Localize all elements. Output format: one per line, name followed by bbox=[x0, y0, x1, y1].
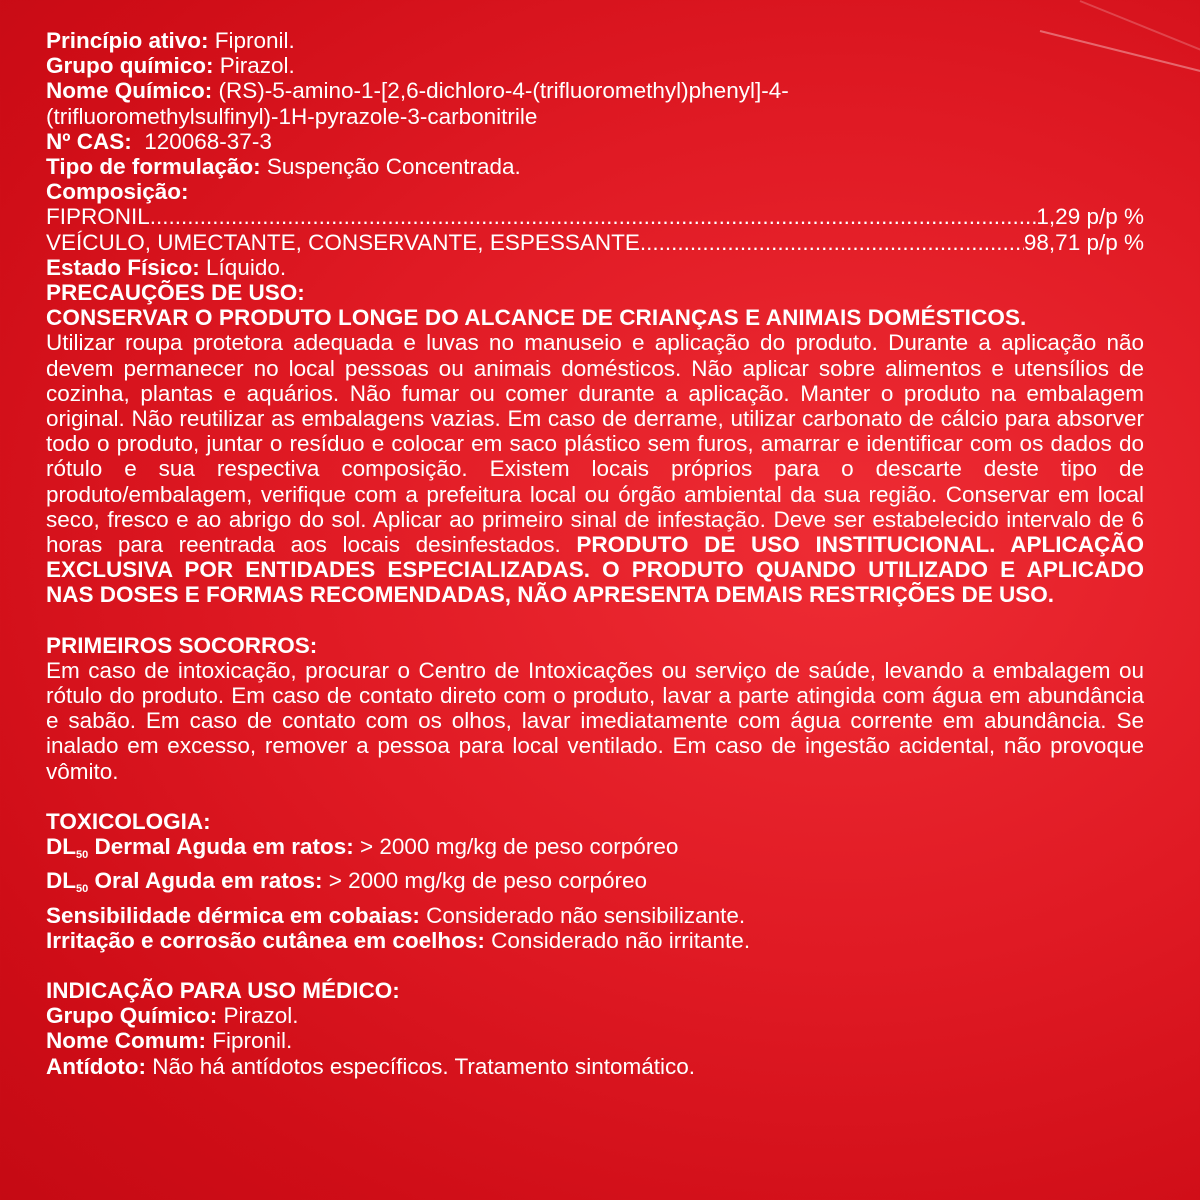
precaucoes-title: PRECAUÇÕES DE USO: bbox=[46, 280, 305, 306]
composicao-heading: Composição: bbox=[46, 179, 189, 205]
medico-grupo-line: Grupo Químico: Pirazol. bbox=[46, 1003, 299, 1029]
dl50-oral-line: $DL_{50}$ Oral Aguda em ratos: > 2000 mg/kg de peso corpóreo bbox=[46, 868, 648, 896]
antidoto-line: Antídoto: Não há antídotos específicos. Tratamento sintomático. bbox=[46, 1053, 696, 1079]
principio-ativo-line: Princípio ativo: Fipronil. bbox=[46, 28, 295, 53]
sensibilidade-line: Sensibilidade dérmica em cobaias: Considerado não sensibilizante. bbox=[46, 902, 746, 928]
precaucoes-text: Utilizar roupa protetora adequada e luvas no manuseio e aplicação do produto. Durante a aplicação não devem permanecer no local pessoas ou animais domésticos. Não aplicar sobre alimentos e utensílios de cozinha, plantas e aquários. Não fumar ou comer durante a aplicação. Manter o produto na embalagem original. Não reutilizar as embalagens vazias. Em caso de derrame, utilizar carbonato de cálcio para absorver todo o produto, juntar o resíduo e colocar em saco plástico sem furos, amarrar e identificar com os dados do rótulo e sua respectiva composição. Existem locais próprios para o descarte deste tipo de produto/embalagem, verifique com a prefeitura local ou órgão ambiental da sua região. Conservar em local seco, fresco e ao abrigo do sol. Aplicar ao primeiro sinal de infestação. Deve ser estabelecido intervalo de 6 horas para reentrada aos locais desinfestados. PRODUTO DE USO INSTITUCIONAL. APLICAÇÃO EXCLUSIVA POR ENTIDADES ESPECIALIZADAS. O PRODUTO QUANDO UTILIZADO E APLICADO NAS DOSES E FORMAS RECOMENDADAS, NÃO APRESENTA DEMAIS RESTRIÇÕES DE USO. bbox=[46, 330, 1144, 608]
medico-nome-line: Nome Comum: Fipronil. bbox=[46, 1028, 293, 1054]
composicao-row: VEÍCULO, UMECTANTE, CONSERVANTE, ESPESSANTE ..... 98,71 p/p % bbox=[46, 230, 1144, 255]
composicao-row: FIPRONIL ..... 1,29 p/p % bbox=[46, 204, 1144, 229]
toxicologia-title: TOXICOLOGIA: bbox=[46, 808, 211, 834]
nome-quimico-continuation: (trifluoromethylsulfinyl)-1H-pyrazole-3-carbonitrile bbox=[46, 103, 538, 129]
precaucoes-warning: CONSERVAR O PRODUTO LONGE DO ALCANCE DE CRIANÇAS E ANIMAIS DOMÉSTICOS. bbox=[46, 305, 1027, 331]
grupo-quimico-line: Grupo químico: Pirazol. bbox=[46, 53, 295, 79]
nome-quimico-line: Nome Químico: (RS)-5-amino-1-[2,6-dichloro-4-(trifluoromethyl)phenyl]-4- bbox=[46, 78, 789, 104]
medico-title: INDICAÇÃO PARA USO MÉDICO: bbox=[46, 977, 400, 1003]
cas-line: Nº CAS: 120068-37-3 bbox=[46, 128, 272, 154]
estado-fisico-line: Estado Físico: Líquido. bbox=[46, 254, 287, 280]
irritacao-line: Irritação e corrosão cutânea em coelhos: Considerado não irritante. bbox=[46, 927, 751, 953]
label-content bbox=[46, 28, 1144, 1079]
socorros-title: PRIMEIROS SOCORROS: bbox=[46, 632, 318, 658]
socorros-text: Em caso de intoxicação, procurar o Centro de Intoxicações ou serviço de saúde, levando a embalagem ou rótulo do produto. Em caso de contato direto com o produto, lavar a parte atingida com água em abundância e sabão. Em caso de contato com os olhos, lavar imediatamente com água corrente em abundância. Se inalado em excesso, remover a pessoa para local ventilado. Em caso de ingestão acidental, não provoque vômito. bbox=[46, 657, 1144, 784]
tipo-formulacao-line: Tipo de formulação: Suspenção Concentrada. bbox=[46, 154, 521, 180]
dl50-dermal-line: $DL_{50}$ Dermal Aguda em ratos: > 2000 mg/kg de peso corpóreo bbox=[46, 834, 679, 862]
